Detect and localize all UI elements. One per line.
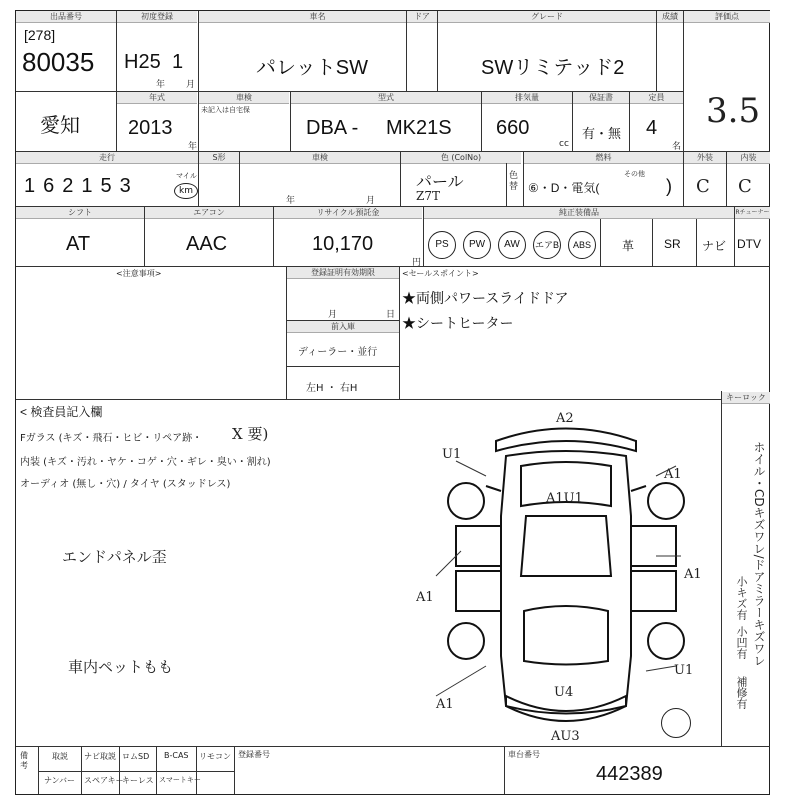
lot-sub: [278] xyxy=(24,27,56,43)
inspector-line2: 内装 (キズ・汚れ・ヤケ・コゲ・穴・ギレ・臭い・割れ) xyxy=(20,457,271,468)
inspector-line3: オーディオ (無し・穴) / タイヤ (スタッドレス) xyxy=(20,479,231,490)
first-reg: H25 xyxy=(124,51,161,73)
damage-front-right: A1 xyxy=(664,467,682,482)
car-damage-diagram xyxy=(416,406,716,746)
ac-label: エアコン xyxy=(145,207,273,219)
side-note-4: 補修有 xyxy=(735,676,748,709)
damage-roof: A1U1 xyxy=(546,491,583,506)
car-no: 442389 xyxy=(596,763,663,785)
ac: AAC xyxy=(186,233,228,255)
footer-row2-1: ナンバー xyxy=(44,776,76,785)
car-no-label: 車台番号 xyxy=(508,750,540,759)
inspection-label: 車検 xyxy=(199,92,289,104)
fuel-other: その他 xyxy=(624,170,645,178)
footer-label-2: ナビ取説 xyxy=(84,752,116,761)
inspector-line1: Fガラス (キズ・飛石・ヒビ・リペア跡・ xyxy=(20,433,203,444)
warranty: 有・無 xyxy=(582,126,622,141)
capacity: 4 xyxy=(646,117,658,139)
shift-label: シフト xyxy=(16,207,144,219)
damage-front: A2 xyxy=(556,411,574,426)
era-mark: 年 xyxy=(156,80,166,90)
insp-month-mark: 月 xyxy=(366,196,376,206)
equip-sunroof: SR xyxy=(664,237,681,251)
score: 3.5 xyxy=(706,91,761,131)
inspector-title: < 検査員記入欄 xyxy=(20,405,103,419)
region: 愛知 xyxy=(40,115,80,137)
grade: SWリミテッド2 xyxy=(481,57,625,79)
yen: 円 xyxy=(412,258,422,268)
score-label: 評価点 xyxy=(684,11,770,23)
exterior: C xyxy=(696,176,710,197)
door-label: ドア xyxy=(407,11,437,23)
footer-label-5: リモコン xyxy=(199,752,231,761)
model-year: 2013 xyxy=(128,117,173,139)
equip-pw: PW xyxy=(463,231,491,259)
year-mark: 年 xyxy=(188,142,198,152)
shift: AT xyxy=(66,233,91,255)
warranty-label: 保証書 xyxy=(573,92,629,104)
capacity-label: 定員 xyxy=(630,92,683,104)
sales-point-1: ★両側パワースライドドア xyxy=(402,290,569,306)
fuel-label: 燃料 xyxy=(524,152,683,164)
model-label: 型式 xyxy=(291,92,481,104)
recycle: 10,170 xyxy=(312,233,374,255)
damage-rear-left: A1 xyxy=(436,697,454,712)
inspector-line1-mark: X 要) xyxy=(232,425,269,443)
footer-label-4: B-CAS xyxy=(164,751,189,760)
mileage-mile: マイル xyxy=(176,172,197,180)
grade-label: グレード xyxy=(438,11,656,23)
lot-label: 出品番号 xyxy=(16,11,116,23)
side-note-2: 小キズ有 xyxy=(735,576,748,620)
equip-dtv: DTV xyxy=(737,237,761,251)
dtv-label: Rチューナー xyxy=(735,207,770,219)
keylock-label: キーロック xyxy=(722,392,770,404)
damage-rear: AU3 xyxy=(551,729,580,744)
damage-rear-right: U1 xyxy=(674,663,694,678)
interior-label: 内装 xyxy=(727,152,770,164)
sharp-label: S形 xyxy=(199,152,239,164)
color-swap: 色替 xyxy=(509,171,519,192)
fuel-options: ⑥・D・電気( xyxy=(528,181,600,195)
model-code: MK21S xyxy=(386,117,452,139)
equip-navi: ナビ xyxy=(702,239,727,253)
damage-trunk: U4 xyxy=(554,685,574,700)
damage-left-side: A1 xyxy=(416,590,434,605)
dealer: ディーラー・並行 xyxy=(298,347,378,358)
first-reg-month: 1 xyxy=(172,51,184,73)
capacity-unit: 名 xyxy=(672,142,682,152)
cc-unit: cc xyxy=(559,139,569,149)
sales-label: <セールスポイント> xyxy=(402,269,479,278)
displacement-label: 排気量 xyxy=(482,92,572,104)
equip-leather: 革 xyxy=(622,239,635,253)
mileage-unit: km xyxy=(174,183,198,199)
mileage: 162153 xyxy=(24,175,139,197)
fuel-close: ) xyxy=(666,176,672,196)
equip-label: 純正装備品 xyxy=(424,207,734,219)
auction-sheet xyxy=(15,10,770,795)
equip-aw: AW xyxy=(498,231,526,259)
hole-mark xyxy=(661,708,691,738)
interior: C xyxy=(738,176,752,197)
color: パール xyxy=(416,174,464,191)
reg-label: 登録番号 xyxy=(238,750,270,759)
side-note-1: ホイル・CDキズワレ/ドアミラーキズワレ xyxy=(752,441,766,667)
damage-right-side: A1 xyxy=(684,567,702,582)
footer-label-1: 取説 xyxy=(52,752,68,761)
color-code: Z7T xyxy=(416,189,440,203)
month-label: 月 xyxy=(328,310,338,320)
prev-owner-label: 前入庫 xyxy=(287,321,399,333)
recycle-label: リサイクル預託金 xyxy=(274,207,422,219)
day-label: 日 xyxy=(386,310,396,320)
displacement: 660 xyxy=(496,117,530,139)
handwritten-note-1: エンドパネル歪 xyxy=(62,548,167,566)
car-name: パレットSW xyxy=(256,57,369,79)
car-name-label: 車名 xyxy=(199,11,436,23)
first-reg-label: 初度登録 xyxy=(117,11,197,23)
damage-front-left: U1 xyxy=(442,447,462,462)
side-note-3: 小凹有 xyxy=(735,626,748,659)
footer-label-3: ロムSD xyxy=(122,752,150,761)
sales-point-2: ★シートヒーター xyxy=(402,315,514,331)
steering: 左H ・ 右H xyxy=(306,383,358,394)
ownership-label: 登録証明有効期限 xyxy=(287,267,399,279)
footer-row2-2: スペアキー xyxy=(84,776,124,785)
footer-left-col: 備考 xyxy=(20,751,28,770)
month-mark: 月 xyxy=(186,80,196,90)
model-prefix: DBA - xyxy=(306,117,359,139)
inspect2-label: 車検 xyxy=(240,152,400,164)
inspection-note: 未記入は自宅保 xyxy=(201,106,250,114)
model-year-label: 年式 xyxy=(117,92,197,104)
equip-airbag: エアB xyxy=(533,231,561,259)
insp-year-mark: 年 xyxy=(286,196,296,206)
color-label: 色 (ColNo) xyxy=(401,152,521,164)
lot-number: 80035 xyxy=(22,47,95,77)
caution-label: <注意事項> xyxy=(116,269,162,278)
grade-score-label: 成績 xyxy=(657,11,683,23)
exterior-label: 外装 xyxy=(684,152,726,164)
footer-row2-4: スマートキー xyxy=(159,776,201,784)
handwritten-note-2: 車内ペットもも xyxy=(68,658,174,676)
equip-abs: ABS xyxy=(568,231,596,259)
equip-ps: PS xyxy=(428,231,456,259)
mileage-label: 走行 xyxy=(16,152,198,164)
footer-row2-3: キーレス xyxy=(122,776,154,785)
